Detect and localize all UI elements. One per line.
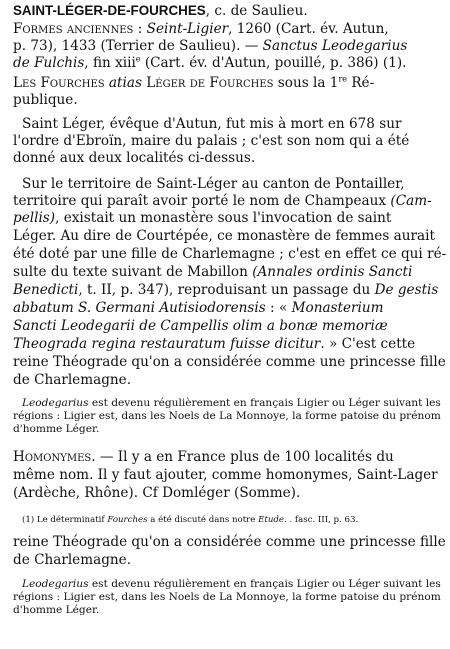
headword-location: , c. de Saulieu. (205, 3, 308, 19)
para2-line-3: pellis), existait un monastère sous l'invocation de saint (13, 210, 392, 226)
para2-line-7: Benedicti, t. II, p. 347), reproduisant un passage du De gestis (13, 282, 439, 298)
note2-line-1: Leodegarius est devenu régulièrement en français Ligier ou Léger suivant les (22, 578, 441, 590)
homonymes-line-2: même nom. Il y faut ajouter, comme homonymes, Saint-Lager (13, 467, 438, 483)
para2-line-1: Sur le territoire de Saint-Léger au canton de Pontailler, (22, 176, 405, 192)
homonymes-line-3: (Ardèche, Rhône). Cf Domléger (Somme). (13, 485, 301, 501)
para1-line-1: Saint Léger, évêque d'Autun, fut mis à mort en 678 sur (22, 116, 402, 132)
para2-line-8: abbatum S. Germani Autisiodorensis : « Monasterium (13, 300, 384, 316)
homonymes-label: Homonymes (13, 449, 92, 465)
fourches-line-2: publique. (13, 92, 78, 108)
anciennes-line-1: Formes anciennes : Seint-Ligier, 1260 (Cart. év. Autun, (13, 21, 389, 37)
repeat-line-1: reine Théograde qu'on a considérée comme une princesse fille (13, 534, 446, 550)
para2-line-6: sulte du texte suivant de Mabillon (Annales ordinis Sancti (13, 264, 413, 280)
entry-heading (13, 3, 308, 19)
para2-line-9: Sancti Leodegarii de Campellis olim a bonæ memoriæ (13, 318, 388, 334)
note1-line-2: régions : Ligier est, dans les Noels de La Monnoye, la forme patoise du prénom (13, 410, 441, 422)
para2-line-4: Léger. Au dire de Courtépée, ce monastère de femmes aurait (13, 228, 435, 244)
para2-line-12: de Charlemagne. (13, 372, 132, 388)
fourches-line-1: Les Fourches atias Léger de Fourches sous la 1re Ré- (13, 74, 375, 91)
note2-line-2: régions : Ligier est, dans les Noels de La Monnoye, la forme patoise du prénom (13, 591, 441, 603)
note2-line-3: d'homme Léger. (13, 604, 100, 616)
para1-line-3: donné aux deux localités ci-dessus. (13, 150, 256, 166)
note1-line-1: Leodegarius est devenu régulièrement en français Ligier ou Léger suivant les (22, 397, 441, 409)
para2-line-10: Theograda regina restauratum fuisse dicitur. » C'est cette (13, 336, 416, 352)
headword: SAINT-LÉGER-DE-FOURCHES (13, 3, 206, 18)
para2-line-5: été doté par une fille de Charlemagne ; c'est en effet ce qui ré- (13, 246, 447, 262)
anciennes-line-2: p. 73), 1433 (Terrier de Saulieu). — Sanctus Leodegarius (13, 38, 408, 54)
homonymes-line-1: Homonymes. — Il y a en France plus de 100 localités du (13, 449, 394, 465)
anciennes-label: Formes anciennes (13, 21, 134, 37)
para1-line-2: l'ordre d'Ebroïn, maire du palais ; c'est son nom qui a été (13, 133, 410, 149)
footnote: (1) Le déterminatif Fourches a été discuté dans notre Etude. . fasc. III, p. 63. (22, 515, 359, 525)
para2-line-2: territoire qui paraît avoir porté le nom de Champeaux (Cam- (13, 193, 432, 209)
note1-line-3: d'homme Léger. (13, 423, 100, 435)
repeat-line-2: de Charlemagne. (13, 552, 132, 568)
anciennes-line-3: de Fulchis, fin xiii$^e$ (Cart. év. d'Autun, pouillé, p. 386) (1). (13, 54, 407, 71)
para2-line-11: reine Théograde qu'on a considérée comme une princesse fille (13, 354, 446, 370)
